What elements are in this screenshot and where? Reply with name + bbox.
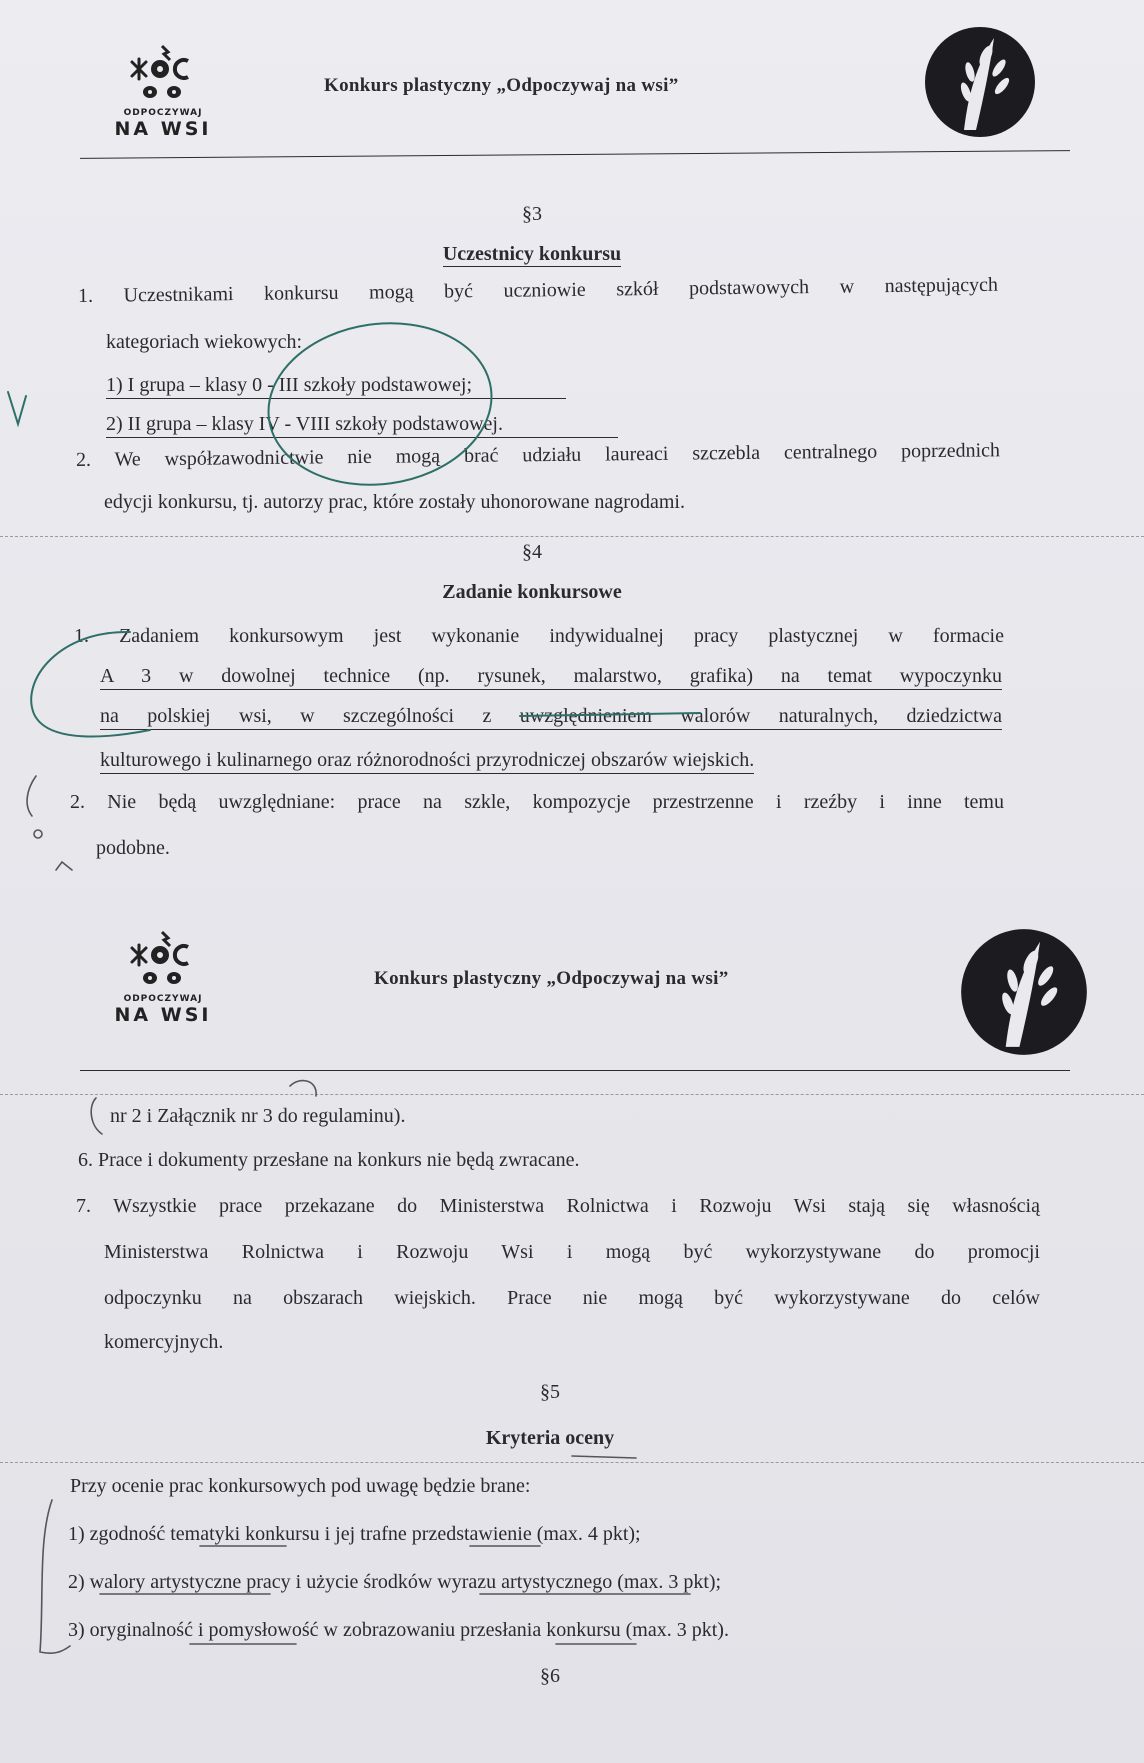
item-7-line-3: odpoczynku na obszarach wiejskich. Prace nie mogą być wykorzystywane do celów [104,1287,1040,1309]
scan-fold-line-3 [0,1462,1144,1463]
s4-item-1-line-2: A 3 w dowolnej technice (np. rysunek, malarstwo, grafika) na temat wypoczynku [100,664,1002,690]
header-rule [80,150,1070,159]
section-3-number: §3 [522,203,542,225]
carry-over-line: nr 2 i Załącznik nr 3 do regulaminu). [110,1105,406,1127]
scan-fold-line [0,536,1144,537]
criterion-3: 3) oryginalność i pomysłowość w zobrazowaniu przesłania konkursu (max. 3 pkt). [68,1619,729,1641]
logo-mascot-icon [128,42,198,106]
checkmark-icon [8,392,26,424]
odpoczywaj-na-wsi-logo-2 [108,928,218,1028]
section-5-number: §5 [540,1381,560,1403]
logo-caption-small: ODPOCZYWAJ [123,108,203,118]
s4-item-1-line-4: kulturowego i kulinarnego oraz różnorodności przyrodniczej obszarów wiejskich. [100,748,754,774]
page-title-2: Konkurs plastyczny „Odpoczywaj na wsi” [374,968,729,989]
logo-caption-big: NA WSI [114,1004,212,1026]
section-5-heading: Kryteria oceny [485,1427,615,1449]
item-6: 6. Prace i dokumenty przesłane na konkurs nie będą zwracane. [78,1149,580,1171]
s4-item-1-line-1: 1. Zadaniem konkursowym jest wykonanie indywidualnej pracy plastycznej w formacie [74,625,1004,647]
scan-fold-line-2 [0,1094,1144,1095]
item-7-line-2: Ministerstwa Rolnictwa i Rozwoju Wsi i mogą być wykorzystywane do promocji [104,1241,1040,1263]
section-6-number: §6 [540,1665,560,1687]
s4-item-2-line-1: 2. Nie będą uwzględniane: prace na szkle, kompozycje przestrzenne i rzeźby i inne temu [70,791,1004,813]
s4-item-1-line-3: na polskiej wsi, w szczególności z uwzględnieniem walorów naturalnych, dziedzictwa [100,704,1002,730]
s3-category-1: 1) I grupa – klasy 0 - III szkoły podstawowej; [106,373,566,399]
s3-category-2: 2) II grupa – klasy IV - VIII szkoły podstawowej. [106,412,618,438]
s5-intro: Przy ocenie prac konkursowych pod uwagę będzie brane: [70,1475,531,1497]
wheat-emblem-icon [924,26,1036,138]
logo-caption-big: NA WSI [114,118,212,140]
page-header-1 [70,42,1070,162]
s4-item-2-line-2: podobne. [96,837,170,859]
item-7-line-4: komercyjnych. [104,1331,224,1353]
header-rule-2 [80,1070,1070,1071]
s3-item-1-line-1: 1. Uczestnikami konkursu mogą być uczniowie szkół podstawowych w następujących [77,273,999,307]
s3-item-1-line-2: kategoriach wiekowych: [106,331,303,353]
odpoczywaj-na-wsi-logo [108,42,218,142]
logo-mascot-icon [128,928,198,992]
criterion-1: 1) zgodność tematyki konkursu i jej trafne przedstawienie (max. 4 pkt); [68,1523,641,1545]
page-header-2 [70,928,1070,1048]
wheat-emblem-icon [960,928,1088,1056]
section-3-heading: Uczestnicy konkursu [442,243,622,265]
criterion-2: 2) walory artystyczne pracy i użycie środków wyrazu artystycznego (max. 3 pkt); [68,1571,722,1593]
logo-caption-small: ODPOCZYWAJ [123,994,203,1004]
s3-item-2-line-1: 2. We współzawodnictwie nie mogą brać udziału laureaci szczebla centralnego poprzednich [75,439,1001,471]
s3-item-2-line-2: edycji konkursu, tj. autorzy prac, które zostały uhonorowane nagrodami. [104,491,685,513]
section-4-number: §4 [522,541,542,563]
item-7-line-1: 7. Wszystkie prace przekazane do Ministerstwa Rolnictwa i Rozwoju Wsi stają się własnością [76,1195,1040,1217]
section-4-heading: Zadanie konkursowe [442,581,622,603]
page-title: Konkurs plastyczny „Odpoczywaj na wsi” [324,75,679,96]
